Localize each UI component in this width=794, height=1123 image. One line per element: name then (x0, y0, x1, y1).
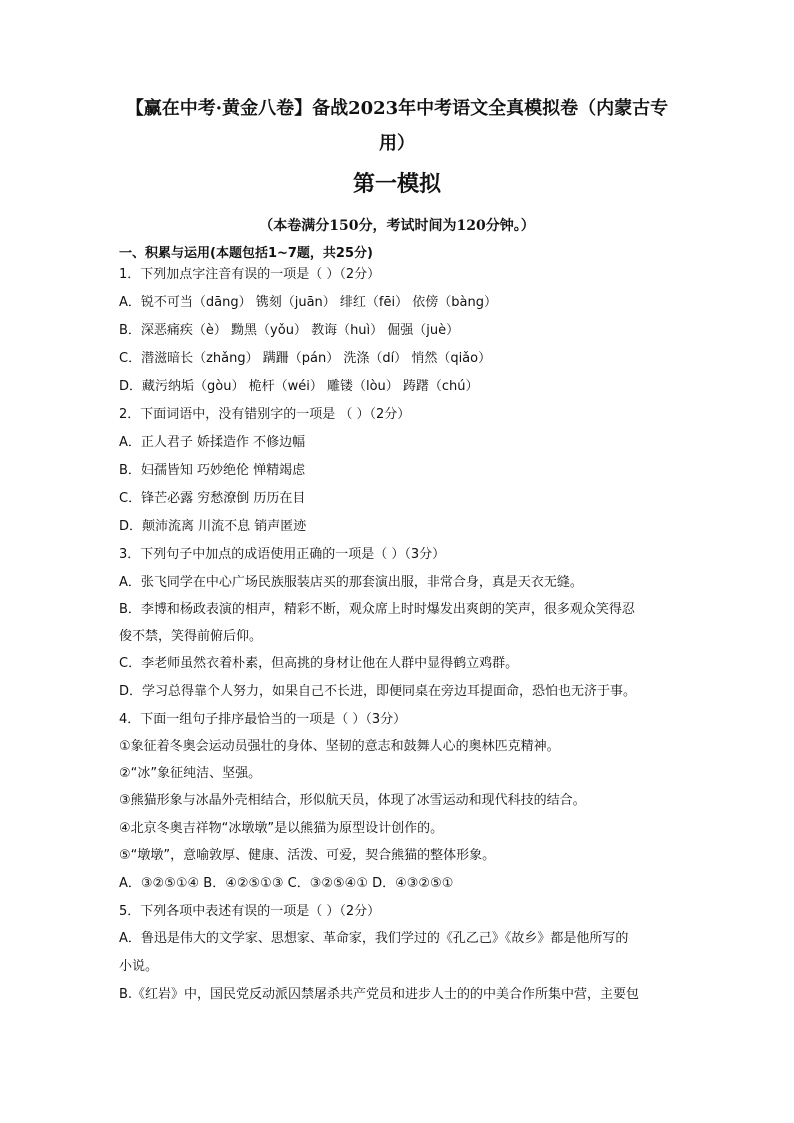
question-3-option-a: A．张飞同学在中心广场民族服装店买的那套演出服，非常合身，真是天衣无缝。 (119, 575, 583, 590)
question-4-sentence-1: ①象征着冬奥会运动员强壮的身体、坚韧的意志和鼓舞人心的奥林匹克精神。 (119, 739, 560, 754)
question-1-stem: 1．下列加点字注音有误的一项是（ ）（2分） (119, 267, 381, 282)
question-5-option-b-line-1: B.《红岩》中，国民党反动派囚禁屠杀共产党员和进步人士的的中美合作所集中营，主要包 (119, 987, 640, 1002)
document-subtitle: 第一模拟 (352, 171, 441, 197)
question-4-sentence-4: ④北京冬奥吉祥物“冰墩墩”是以熊猫为原型设计创作的。 (119, 821, 444, 836)
document-title-line-2: 用） (379, 133, 415, 154)
question-3-option-c: C．李老师虽然衣着朴素，但高挑的身材让他在人群中显得鹤立鸡群。 (119, 656, 519, 671)
question-2-option-b: B．妇孺皆知 巧妙绝伦 惮精竭虑 (119, 463, 306, 478)
question-3-option-b-line-2: 俊不禁，笑得前俯后仰。 (119, 629, 263, 644)
exam-note: （本卷满分150分，考试时间为120分钟。） (259, 218, 535, 234)
question-4-stem: 4．下面一组句子排序最恰当的一项是（ ）（3分） (119, 712, 407, 727)
question-4-sentence-2: ②“冰”象征纯洁、坚强。 (119, 766, 262, 781)
section-heading: 一、积累与运用(本题包括1~7题，共25分) (119, 246, 373, 261)
question-5-stem: 5．下列各项中表述有误的一项是（ ）（2分） (119, 904, 381, 919)
question-4-options: A．③②⑤①④ B．④②⑤①③ C．③②⑤④① D．④③②⑤① (119, 876, 454, 891)
question-4-sentence-3: ③熊猫形象与冰晶外壳相结合，形似航天员，体现了冰雪运动和现代科技的结合。 (119, 793, 586, 808)
document-title-line-1: 【赢在中考·黄金八卷】备战2023年中考语文全真模拟卷（内蒙古专 (125, 98, 669, 119)
question-1-option-d: D．藏污纳垢（gòu） 桅杆（wéi） 雕镂（lòu） 踌躇（chú） (119, 379, 479, 394)
question-2-option-d: D．颠沛流离 川流不息 销声匿迹 (119, 519, 307, 534)
question-3-stem: 3．下列句子中加点的成语使用正确的一项是（ ）（3分） (119, 547, 446, 562)
question-1-option-b: B．深恶痛疾（è） 黝黑（yǒu） 教诲（huì） 倔强（juè） (119, 323, 460, 338)
question-2-stem: 2．下面词语中，没有错别字的一项是 （ ）（2分） (119, 407, 411, 422)
question-2-option-a: A．正人君子 娇揉造作 不修边幅 (119, 435, 306, 450)
question-1-option-a: A．锐不可当（dāng） 镌刻（juān） 绯红（fēi） 依傍（bàng） (119, 295, 497, 310)
question-5-option-a-line-1: A．鲁迅是伟大的文学家、思想家、革命家，我们学过的《孔乙己》《故乡》都是他所写的 (119, 931, 629, 946)
question-4-sentence-5: ⑤“墩墩”，意喻敦厚、健康、活泼、可爱，契合熊猫的整体形象。 (119, 848, 496, 863)
question-3-option-b-line-1: B．李博和杨政表演的相声，精彩不断，观众席上时时爆发出爽朗的笑声，很多观众笑得忍 (119, 602, 635, 617)
question-5-option-a-line-2: 小说。 (119, 959, 159, 974)
question-1-option-c: C．潜滋暗长（zhǎng） 蹒跚（pán） 洗涤（dí） 悄然（qiǎo） (119, 351, 492, 366)
question-2-option-c: C．锋芒必露 穷愁潦倒 历历在目 (119, 491, 306, 506)
question-3-option-d: D．学习总得靠个人努力，如果自己不长进，即便同桌在旁边耳提面命，恐怕也无济于事。 (119, 684, 637, 699)
